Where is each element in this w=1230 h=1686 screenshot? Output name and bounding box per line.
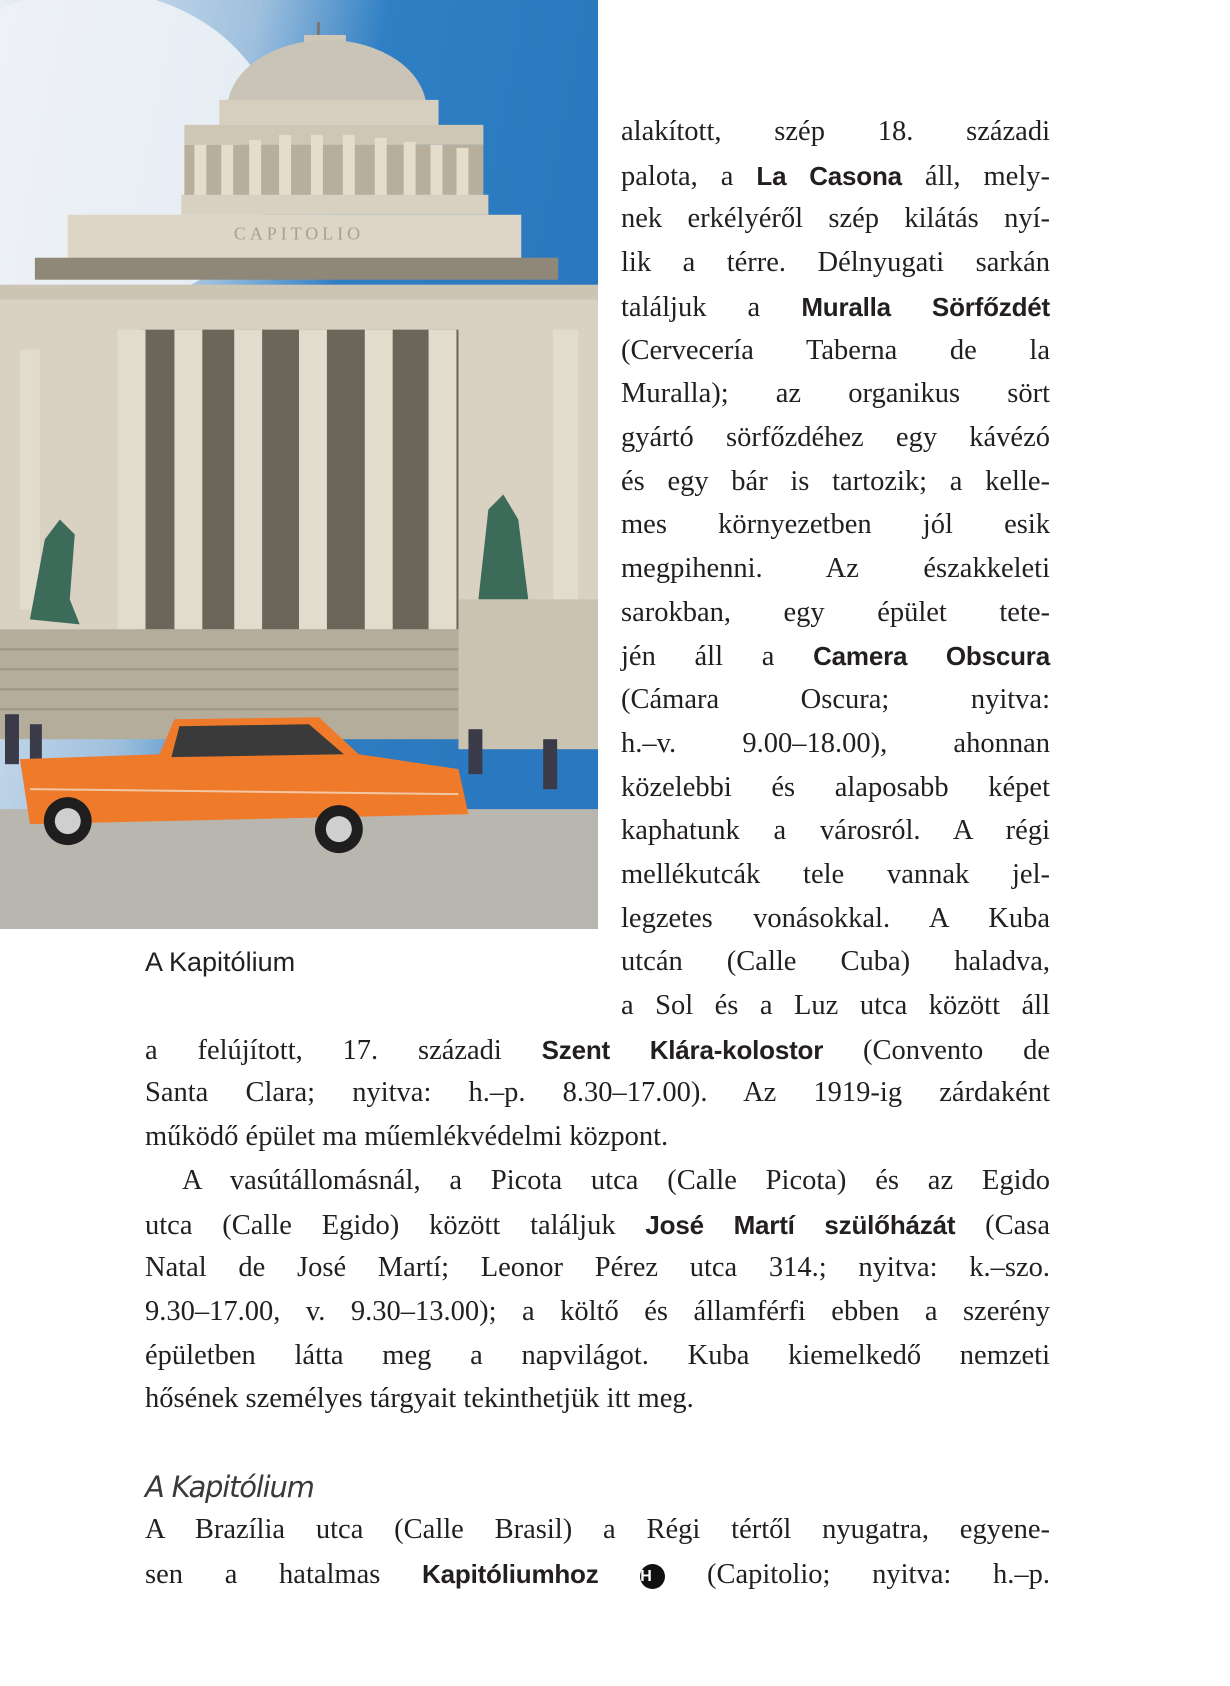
text-line — [621, 110, 1050, 154]
text-run: 9.30–17.00, v. 9.30–13.00); a költő és államférfi ebben a szerény — [145, 1295, 1050, 1327]
text-line — [145, 1028, 1050, 1072]
text-line — [621, 984, 1050, 1028]
text-line — [621, 547, 1050, 591]
text-run: a Sol és a Luz utca között áll — [621, 990, 1050, 1021]
text-run: épületben látta meg a napvilágot. Kuba kiemelkedő nemzeti — [145, 1339, 1050, 1371]
text-line — [621, 285, 1050, 329]
text-line — [145, 1071, 1050, 1115]
section-heading: A Kapitólium — [145, 1469, 314, 1504]
text-run: kaphatunk a városról. A régi — [621, 815, 1050, 847]
text-line — [182, 1159, 1050, 1203]
text-run: találjuk a — [621, 291, 802, 323]
text-run: nek erkélyéről szép kilátás nyí- — [621, 203, 1050, 235]
text-line — [621, 416, 1050, 460]
text-run: hősének személyes tárgyait tekinthetjük itt meg. — [145, 1383, 694, 1415]
text-run: mes környezetben jól esik — [621, 509, 1050, 541]
text-run: (Capitolio; nyitva: h.–p. — [665, 1559, 1050, 1591]
text-run: sen a hatalmas — [145, 1559, 423, 1591]
text-run: (Casa — [955, 1209, 1050, 1241]
text-line — [621, 241, 1050, 285]
text-run: mellékutcák tele vannak jel- — [621, 858, 1050, 890]
text-line — [621, 372, 1050, 416]
map-marker-h-icon: H — [640, 1564, 665, 1589]
text-run: (Convento de — [823, 1034, 1050, 1066]
text-line — [145, 1246, 1050, 1290]
text-line — [621, 809, 1050, 853]
text-run: közelebbi és alaposabb képet — [621, 771, 1050, 803]
text-run: Muralla); az organikus sört — [621, 378, 1050, 410]
text-run: A Brazília utca (Calle Brasil) a Régi tértől nyugatra, egyene- — [145, 1514, 1050, 1546]
text-run: sarokban, egy épület tete- — [621, 596, 1050, 628]
text-line — [621, 678, 1050, 722]
text-run — [599, 1559, 641, 1590]
text-run: palota, a — [621, 160, 757, 192]
text-run: működő épület ma műemlékvédelmi központ. — [145, 1121, 669, 1153]
text-run: alakított, szép 18. századi — [621, 116, 1050, 147]
text-line — [145, 1115, 1050, 1159]
text-run: Natal de José Martí; Leonor Pérez utca 314.; nyitva: k.–szo. — [145, 1252, 1050, 1284]
photo-caption: A Kapitólium — [145, 947, 296, 977]
text-line — [621, 154, 1050, 198]
bold-place-name: La Casona — [756, 160, 902, 191]
text-line — [621, 329, 1050, 373]
text-run: jén áll a — [621, 641, 814, 673]
bold-place-name: José Martí szülőházát — [645, 1209, 956, 1240]
text-line — [145, 1290, 1050, 1334]
text-line — [145, 1552, 1050, 1596]
text-line — [621, 197, 1050, 241]
text-run: utcán (Calle Cuba) haladva, — [621, 946, 1050, 978]
bold-place-name: Kapitóliumhoz — [422, 1559, 599, 1590]
text-line — [621, 853, 1050, 897]
text-run: a felújított, 17. századi — [145, 1034, 542, 1066]
text-line — [145, 1203, 1050, 1247]
text-line — [621, 634, 1050, 678]
bold-place-name: Camera Obscura — [813, 641, 1050, 672]
text-run: A vasútállomásnál, a Picota utca (Calle Picota) és az Egido — [182, 1164, 1050, 1196]
text-run: utca (Calle Egido) között találjuk — [145, 1209, 646, 1241]
bold-place-name: Muralla Sörfőzdét — [801, 291, 1051, 322]
text-line — [621, 766, 1050, 810]
text-line — [621, 591, 1050, 635]
text-run: megpihenni. Az északkeleti — [621, 553, 1050, 584]
text-line — [145, 1377, 1050, 1421]
bold-place-name: Szent Klára-kolostor — [541, 1034, 824, 1065]
text-run: (Cámara Oscura; nyitva: — [621, 684, 1050, 716]
text-line — [621, 503, 1050, 547]
text-line — [621, 722, 1050, 766]
text-line — [145, 1508, 1050, 1552]
text-run: legzetes vonásokkal. A Kuba — [621, 902, 1050, 934]
text-run: h.–v. 9.00–18.00), ahonnan — [621, 727, 1050, 759]
capitolio-inscription: CAPITOLIO — [233, 223, 365, 244]
text-line — [621, 940, 1050, 984]
text-run: lik a térre. Délnyugati sarkán — [621, 247, 1050, 279]
text-line — [621, 460, 1050, 504]
text-line — [621, 897, 1050, 941]
text-run: Santa Clara; nyitva: h.–p. 8.30–17.00). Az 1919-ig zárdaként — [145, 1077, 1050, 1109]
text-run: gyártó sörfőzdéhez egy kávézó — [621, 421, 1050, 453]
text-run: és egy bár is tartozik; a kelle- — [621, 465, 1050, 497]
text-line — [145, 1334, 1050, 1378]
text-run: áll, mely- — [901, 160, 1050, 192]
capitol-photo — [0, 0, 598, 929]
text-run: (Cervecería Taberna de la — [621, 334, 1050, 366]
